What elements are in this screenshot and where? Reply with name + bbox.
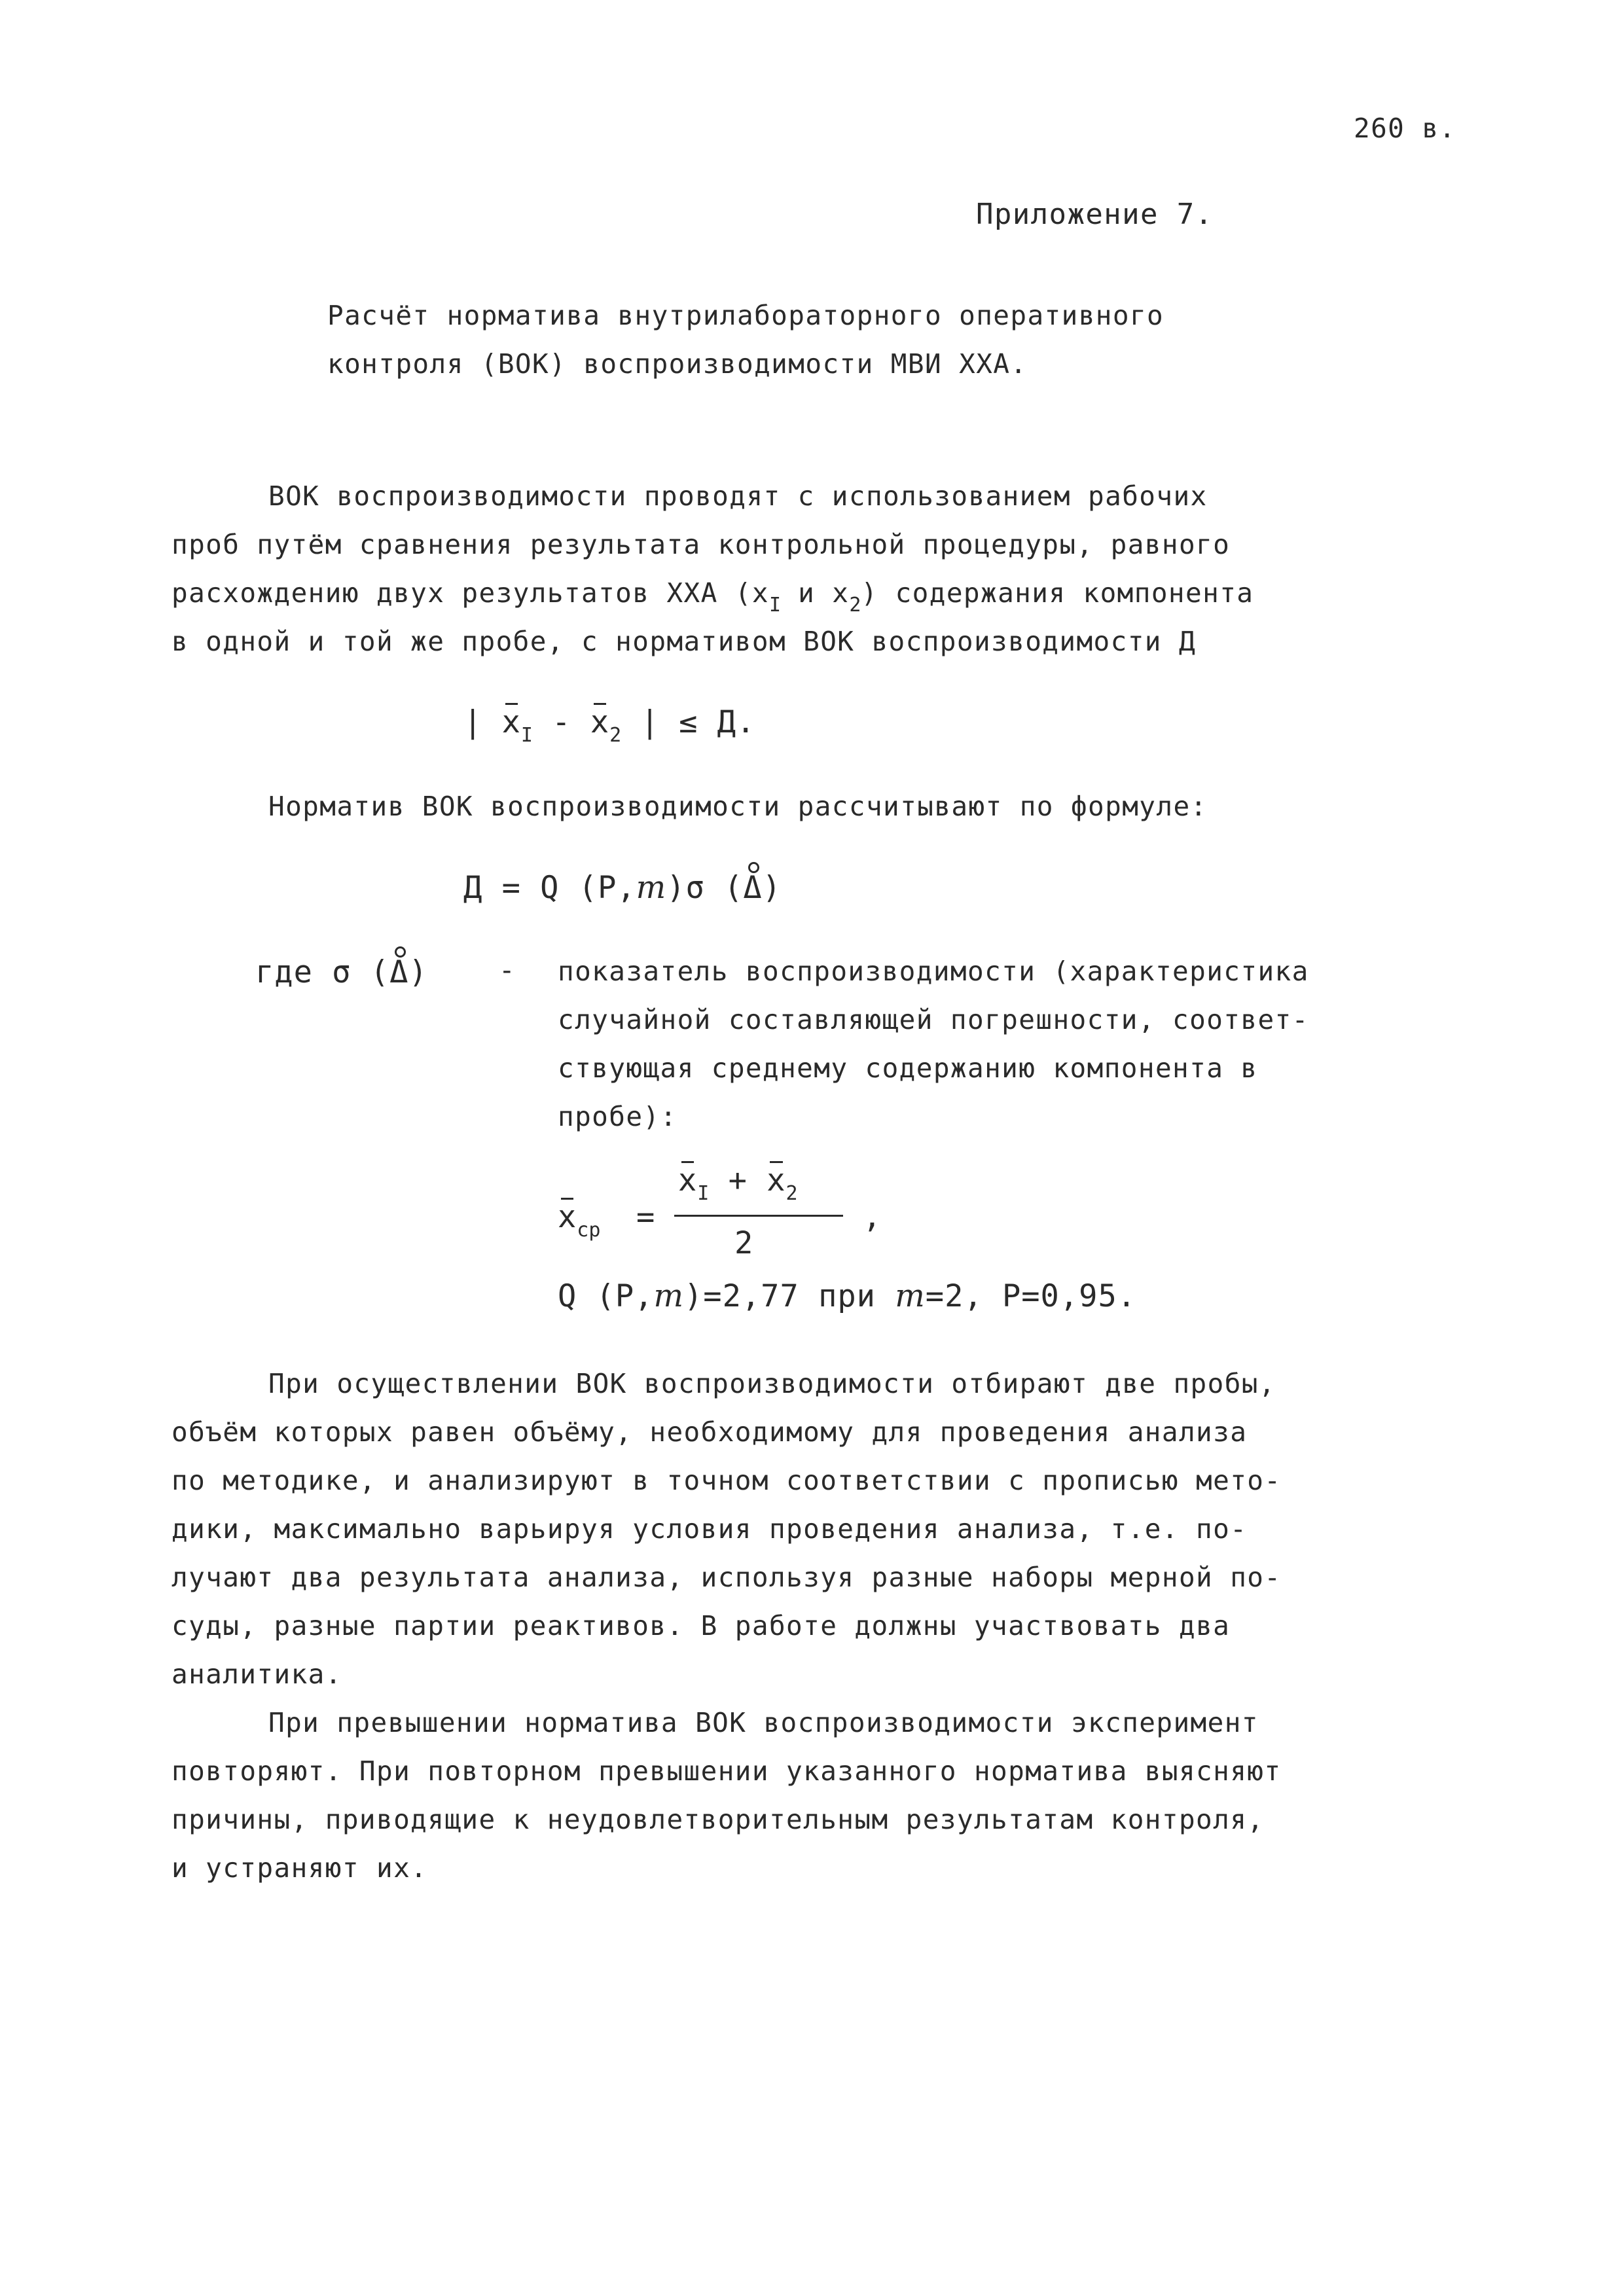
para1-line-4: в одной и той же пробе, с нормативом ВОК воспроизводимости Д <box>171 626 1197 657</box>
para2-line-2: объём которых равен объёму, необходимому для проведения анализа <box>171 1416 1248 1448</box>
definition-line-3: ствующая среднему содержанию компонента в <box>558 1052 1258 1084</box>
para1-line-2: проб путём сравнения результата контрольной процедуры, равного <box>171 529 1231 560</box>
para3-line-3: причины, приводящие к неудовлетворительным результатам контроля, <box>171 1804 1265 1835</box>
para1-line-3: расхождению двух результатов ХХА ($x_I$ и $x_2$) содержания компонента <box>171 577 1254 617</box>
definition-line-1: показатель воспроизводимости (характеристика <box>558 956 1309 987</box>
para2-line-6: суды, разные партии реактивов. В работе должны участвовать два <box>171 1610 1231 1641</box>
mean-denominator: 2 <box>734 1225 754 1261</box>
doc-title-line-1: Расчёт норматива внутрилабораторного оперативного <box>327 300 1164 331</box>
definition-line-4: пробе): <box>558 1101 677 1132</box>
definition-term: где σ (Δ) <box>255 954 428 990</box>
formula-intro: Норматив ВОК воспроизводимости рассчитывают по формуле: <box>268 791 1208 822</box>
definition-dash: - <box>499 954 516 986</box>
q-value: Q (P,m)=2,77 при m=2, P=0,95. <box>558 1278 1137 1314</box>
para2-line-3: по методике, и анализируют в точном соответствии с прописью мето- <box>171 1465 1282 1496</box>
mean-lhs: $x_{ср}$ <box>558 1199 601 1242</box>
mean-comma: , <box>863 1199 882 1235</box>
para1-line-1: ВОК воспроизводимости проводят с использованием рабочих <box>268 480 1208 512</box>
para2-line-7: аналитика. <box>171 1659 342 1690</box>
doc-title-line-2: контроля (ВОК) воспроизводимости МВИ ХХА. <box>327 348 1028 380</box>
appendix-title: Приложение 7. <box>976 198 1214 231</box>
para2-line-4: дики, максимально варьируя условия проведения анализа, т.е. по- <box>171 1513 1248 1545</box>
mean-numerator: $x_I + x_2$ <box>678 1162 798 1205</box>
para3-line-4: и устраняют их. <box>171 1852 428 1884</box>
main-formula: Д = Q (P,m)σ (Δ) <box>463 869 782 906</box>
mean-equals: = <box>636 1199 656 1235</box>
definition-line-2: случайной составляющей погрешности, соответ- <box>558 1004 1309 1035</box>
para3-line-1: При превышении норматива ВОК воспроизводимости эксперимент <box>268 1707 1259 1738</box>
page-number: 260 в. <box>1354 113 1456 144</box>
para2-line-5: лучают два результата анализа, используя разные наборы мерной по- <box>171 1562 1282 1593</box>
para2-line-1: При осуществлении ВОК воспроизводимости отбирают две пробы, <box>268 1368 1276 1399</box>
fraction-bar <box>674 1215 843 1217</box>
para3-line-2: повторяют. При повторном превышении указанного норматива выясняют <box>171 1755 1282 1787</box>
condition-formula: | $x_I - x_2$ | ≤ Д. <box>463 704 756 747</box>
